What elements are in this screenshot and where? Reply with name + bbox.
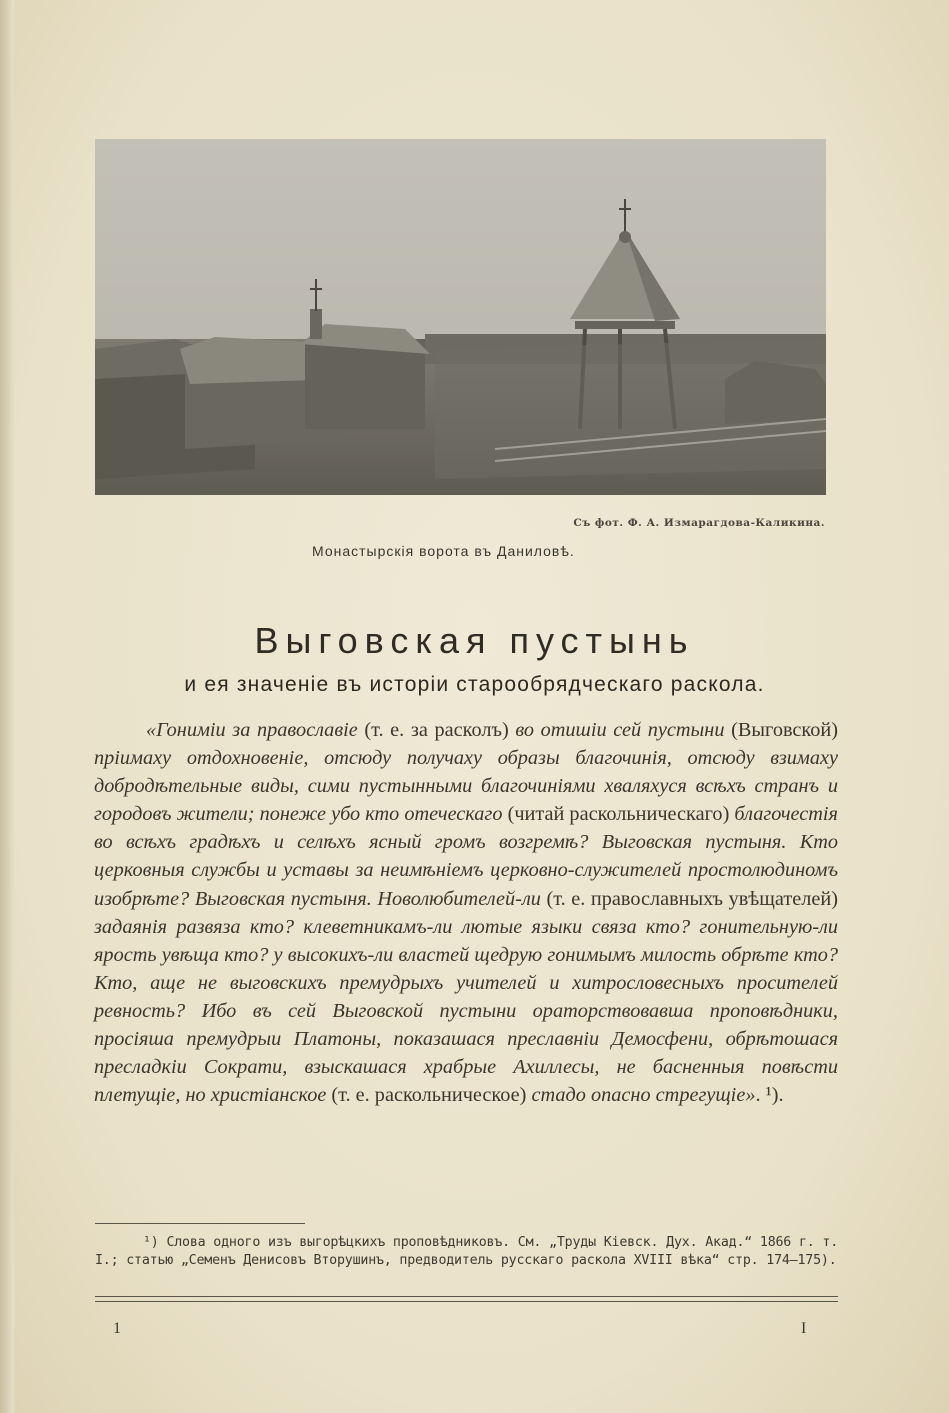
monastery-gate-photo <box>95 139 826 495</box>
article-body-quote <box>94 716 838 1109</box>
page-bottom-rule <box>95 1296 838 1302</box>
quote-roman-4: (т. е. православныхъ увѣщателей) <box>540 887 838 910</box>
article-title: Выговская пустынь <box>254 620 695 661</box>
footnote-ref: . ¹). <box>755 1084 784 1107</box>
photo-illustration <box>95 139 826 495</box>
quote-roman-3: (читай раскольническаго) <box>502 803 735 826</box>
quote-italic-2: во отишiи сей пустыни <box>515 719 725 741</box>
quote-italic-4: благочестiя во всѣхъ градѣхъ и селѣхъ ясный громъ возгремѣ? Выговская пустыня. Кто церковныя службы и уставы за неимѣнiемъ церковно-служителей простолюдиномъ изобрѣте? Выговская пустыня. Новолюбителей-ли <box>94 803 838 910</box>
page-number: 1 <box>113 1320 121 1337</box>
quote-roman-5: (т. е. раскольническое) <box>326 1084 532 1107</box>
photo-credit: Съ фот. Ф. А. Измарагдова-Каликина. <box>573 517 825 529</box>
quote-roman-1: (т. е. за расколъ) <box>357 719 516 741</box>
quote-italic-1: «Гонимiи за православiе <box>146 719 358 741</box>
signature-mark: I <box>801 1320 807 1337</box>
footnote-rule <box>95 1223 305 1224</box>
footnote-text: ¹) Слова одного изъ выгорѣцкихъ проповѣдниковъ. См. „Труды Кіевск. Дух. Акад.“ 1866 г. т. I.; статью „Семенъ Денисовъ Вторушинъ, предводитель русскаго раскола XVIII вѣка“ стр. 174—175). <box>95 1235 838 1268</box>
quote-italic-6: стадо опасно стрегущiе» <box>531 1084 756 1107</box>
photo-caption: Монастырскія ворота въ Даниловѣ. <box>312 543 575 559</box>
quote-roman-2: (Выговской) <box>724 719 838 741</box>
article-subtitle: и ея значеніе въ исторіи старообрядческаго раскола. <box>184 673 765 696</box>
quote-italic-3: прiимаху отдохновенiе, отсюду получаху образы благочинiя, отсюду взимаху добродѣтельные виды, сими пустынными благочинiями хваляхуся всѣхъ странъ и городовъ жители; понеже убо кто отеческаго <box>94 747 838 826</box>
quote-italic-5: задаянiя развяза кто? клеветникамъ-ли лютые языки связа кто? гонительную-ли ярость увѣща кто? у высокихъ-ли властей щедрую гонимымъ милость обрѣте кто? Кто, аще не выговскихъ премудрыхъ учителей и хитрословесныхъ просителей ревность? Ибо въ сей Выговской пустыни ораторствовавша проповѣдники, просiяша премудрыи Платоны, показашася преславнiи Демосфени, обрѣтошася пресладкiи Сократи, взыскашася храбрые Ахиллесы, не басненныя повѣсти плетущiе, но христiанское <box>94 915 838 1107</box>
page-edge <box>0 0 14 1413</box>
